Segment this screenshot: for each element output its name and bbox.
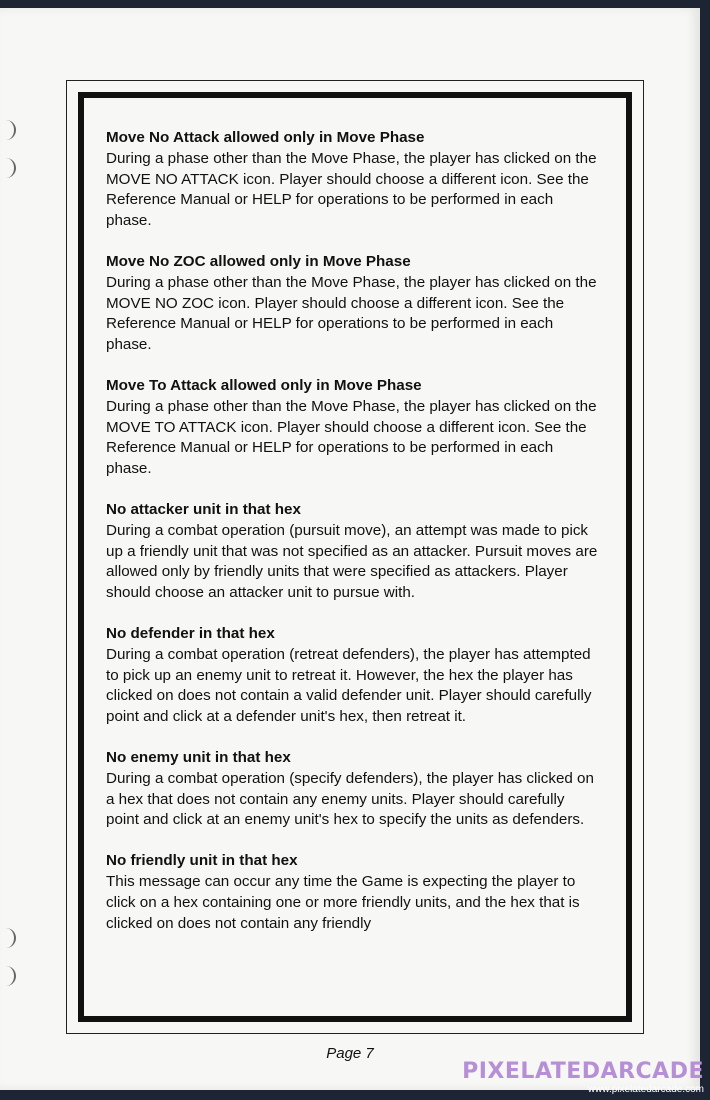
message-title: No defender in that hex	[106, 624, 275, 642]
message-title: Move No ZOC allowed only in Move Phase	[106, 252, 411, 270]
message-list	[106, 128, 598, 954]
message-body: During a phase other than the Move Phase, the player has clicked on the MOVE TO ATTACK icon. Player should choose a different icon. See the Reference Manual or HELP for operations to be performed in each phase.	[106, 397, 597, 478]
message-body: During a combat operation (retreat defenders), the player has attempted to pick up an enemy unit to retreat it. However, the hex the player has clicked on does not contain a valid defender unit. Player should carefully point and click at a defender unit's hex, then retreat it.	[106, 645, 592, 726]
watermark-url: www.pixelatedarcade.com	[587, 1084, 704, 1095]
message-title: Move To Attack allowed only in Move Phase	[106, 376, 422, 394]
message-entry	[106, 851, 598, 934]
message-entry	[106, 376, 598, 480]
message-entry	[106, 252, 598, 356]
message-title: No friendly unit in that hex	[106, 852, 298, 870]
message-entry	[106, 748, 598, 831]
message-title: No attacker unit in that hex	[106, 500, 301, 518]
message-body: During a combat operation (pursuit move), an attempt was made to pick up a friendly unit that was not specified as an attacker. Pursuit moves are allowed only by friendly units that were specified as attackers. Player should choose an attacker unit to pursue with.	[106, 521, 598, 602]
message-body: During a phase other than the Move Phase, the player has clicked on the MOVE NO ATTACK icon. Player should choose a different icon. See the Reference Manual or HELP for operations to be performed in each phase.	[106, 149, 597, 230]
binding-mark	[6, 158, 16, 178]
message-body: During a combat operation (specify defenders), the player has clicked on a hex that does not contain any enemy units. Player should carefully point and click at an enemy unit's hex to specify the units as defenders.	[106, 769, 594, 829]
message-entry	[106, 500, 598, 604]
message-body: This message can occur any time the Game is expecting the player to click on a hex containing one or more friendly units, and the hex that is clicked on does not contain any friendly	[106, 872, 580, 932]
message-body: During a phase other than the Move Phase, the player has clicked on the MOVE NO ZOC icon. Player should choose a different icon. See the Reference Manual or HELP for operations to be performed in each phase.	[106, 273, 597, 354]
message-entry	[106, 128, 598, 232]
message-title: Move No Attack allowed only in Move Phase	[106, 129, 425, 146]
page-number: Page 7	[326, 1045, 374, 1062]
watermark	[462, 1060, 704, 1096]
watermark-logo: PIXELATEDARCADE	[462, 1059, 704, 1084]
binding-mark	[6, 966, 16, 986]
binding-mark	[6, 120, 16, 140]
binding-mark	[6, 928, 16, 948]
message-title: No enemy unit in that hex	[106, 748, 291, 766]
message-entry	[106, 624, 598, 728]
manual-page	[0, 8, 700, 1090]
